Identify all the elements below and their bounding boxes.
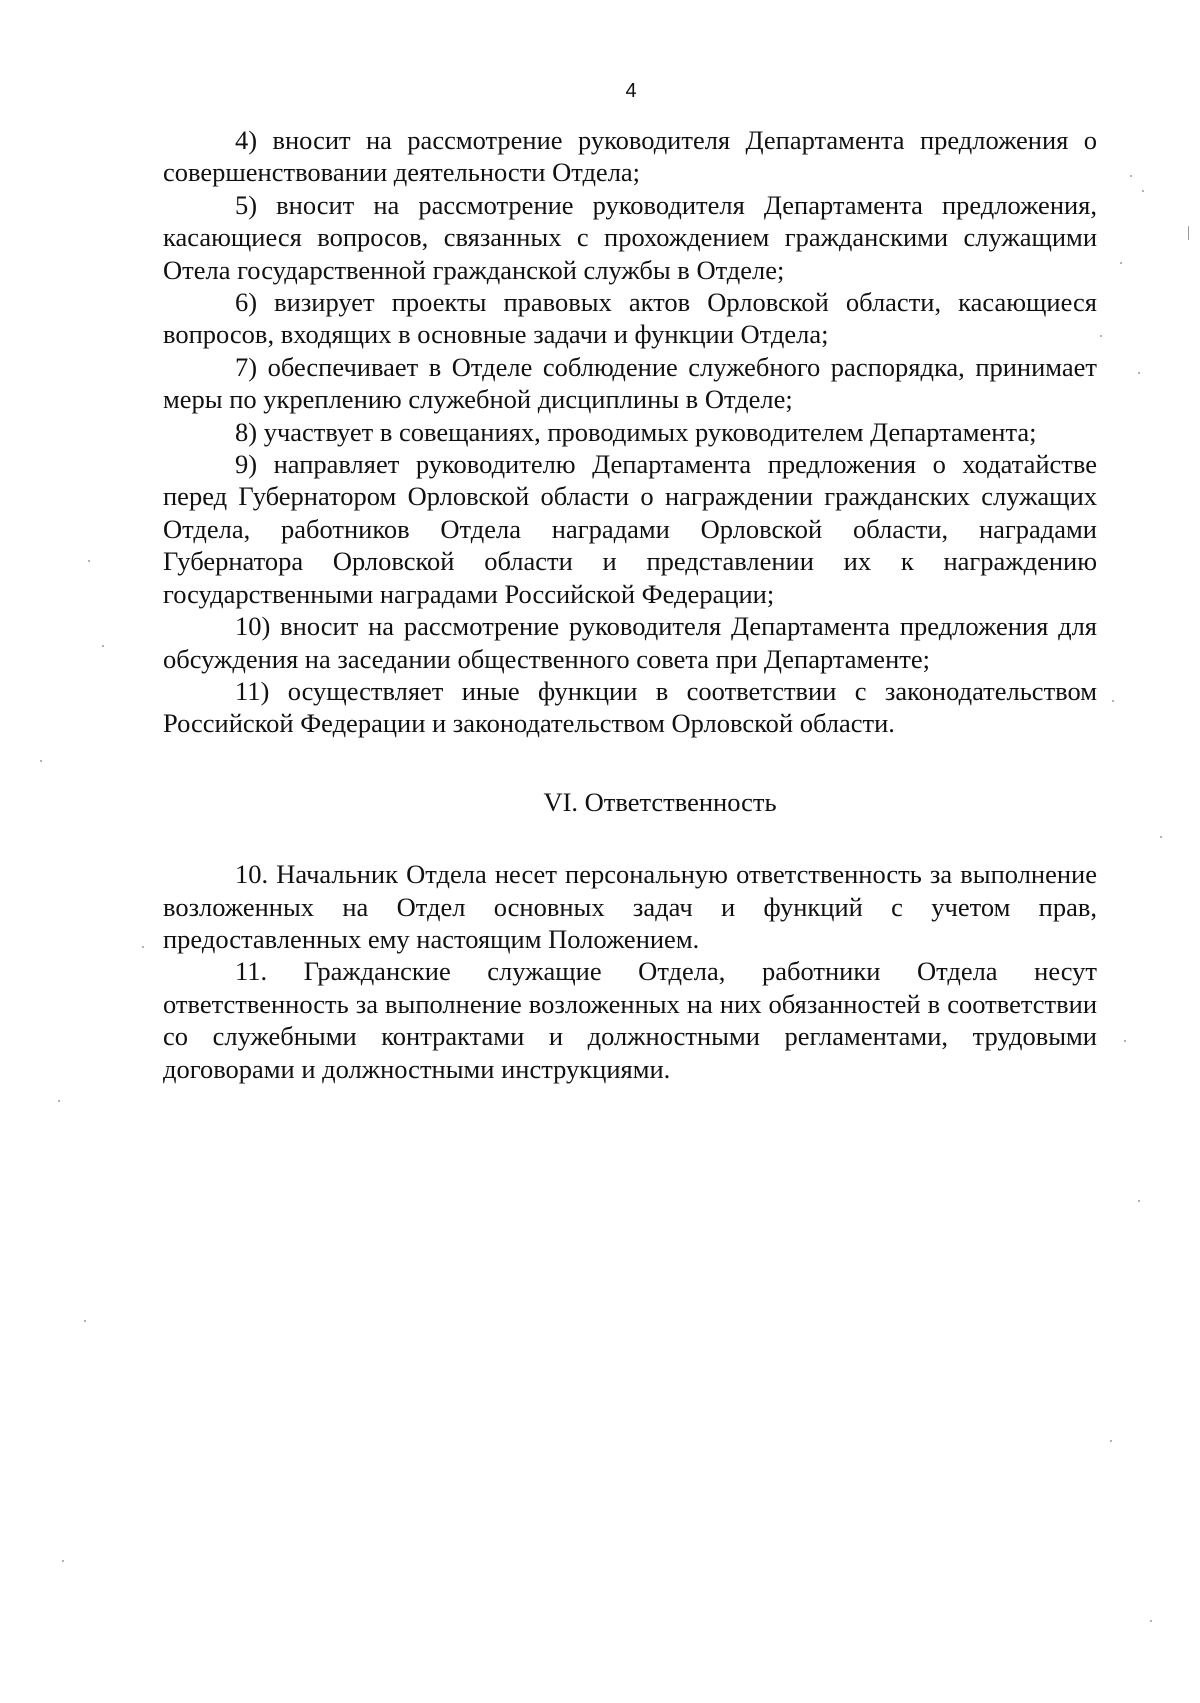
list-item: 7) обеспечивает в Отделе соблюдение служебного распорядка, принимает меры по укреплению служебной дисциплины в Отделе; [163, 351, 1097, 415]
scan-speck [1124, 1040, 1126, 1042]
list-item: 11) осуществляет иные функции в соответствии с законодательством Российской Федерации и законодательством Орловской области. [163, 675, 1097, 739]
scan-speck [1138, 372, 1140, 374]
scan-speck [58, 1100, 60, 1102]
scan-speck [1160, 836, 1162, 838]
list-item: 8) участвует в совещаниях, проводимых руководителем Департамента; [235, 416, 1037, 447]
scan-speck [142, 946, 144, 948]
scan-speck [1112, 700, 1114, 702]
scan-speck [102, 645, 104, 647]
document-body [163, 124, 1097, 1085]
list-item: 5) вносит на рассмотрение руководителя Департамента предложения, касающиеся вопросов, связанных с прохождением гражданскими служащими Отела государственной гражданской службы в Отделе; [163, 189, 1097, 285]
list-item: 9) направляет руководителю Департамента предложения о ходатайстве перед Губернатором Орловской области о награждении гражданских служащих Отдела, работников Отдела наградами Орловской области, наградами Губернатора Орловской области и представлении их к награждению государственными наградами Российской Федерации; [163, 449, 1097, 609]
scan-speck [88, 560, 90, 562]
scan-speck [1150, 1620, 1152, 1622]
scan-speck [40, 760, 42, 762]
scan-speck [1100, 335, 1102, 337]
scan-speck [1110, 1440, 1112, 1442]
section-paragraph: 11. Гражданские служащие Отдела, работники Отдела несут ответственность за выполнение возложенных на них обязанностей в соответствии со служебными контрактами и должностными регламентами, трудовыми договорами и должностными инструкциями. [163, 956, 1097, 1084]
list-item: 4) вносит на рассмотрение руководителя Департамента предложения о совершенствовании деятельности Отдела; [163, 125, 1097, 188]
scan-speck [1142, 190, 1144, 192]
scan-speck [1138, 1200, 1140, 1202]
list-item: 6) визирует проекты правовых актов Орловской области, касающиеся вопросов, входящих в основные задачи и функции Отдела; [163, 287, 1097, 350]
section-heading: VI. Ответственность [543, 786, 777, 817]
scan-speck [1188, 226, 1189, 240]
scan-speck [1120, 262, 1122, 264]
list-item: 10) вносит на рассмотрение руководителя Департамента предложения для обсуждения на заседании общественного совета при Департаменте; [163, 611, 1097, 674]
scan-speck [1130, 175, 1132, 177]
scan-speck [62, 1560, 64, 1562]
section-paragraph: 10. Начальник Отдела несет персональную ответственность за выполнение возложенных на Отдел основных задач и функций с учетом прав, предоставленных ему настоящим Положением. [163, 859, 1097, 954]
scan-speck [84, 1320, 86, 1322]
page-number: 4 [625, 80, 637, 102]
